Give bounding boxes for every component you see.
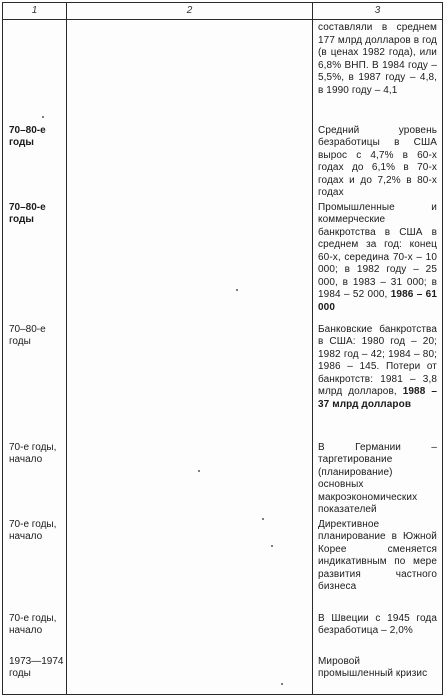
chronology-table xyxy=(2,2,443,695)
event-bold-text: 1986 – 61 000 xyxy=(318,289,438,313)
period-cell xyxy=(3,611,67,654)
period-text: 70-е годы, начало xyxy=(9,441,57,465)
scan-speck xyxy=(42,116,44,118)
event-text xyxy=(313,611,442,638)
blank-cell xyxy=(67,440,313,517)
event-cell xyxy=(313,654,443,695)
blank-cell xyxy=(67,322,313,440)
header-col-3: 3 xyxy=(313,3,443,20)
event-main-text: Мировой промышленный кризис xyxy=(318,655,428,679)
header-row xyxy=(3,3,443,20)
period-cell xyxy=(3,20,67,123)
blank-cell xyxy=(67,200,313,322)
period-text: 1973—1974 годы xyxy=(9,655,64,679)
event-text xyxy=(313,123,442,200)
event-main-text: В Германии – таргетирование (планирование) основных макроэкономических показателей xyxy=(318,441,437,515)
blank-cell xyxy=(67,611,313,654)
event-cell xyxy=(313,20,443,123)
scan-speck xyxy=(281,683,283,685)
event-main-text: Директивное планирование в Южной Корее сменяется индикативным по мере развития частного бизнеса xyxy=(318,518,437,592)
event-text xyxy=(313,440,442,517)
event-text xyxy=(313,654,442,681)
event-bold-text: 1988 – 37 млрд долларов xyxy=(318,386,438,410)
table-row xyxy=(3,322,443,440)
event-main-text: Банковские банкротства в США: 1980 год – 20; 1982 год – 42; 1984 – 80; 1986 – 145. Потери от банкротств: 1981 – 3,8 млрд долларов, xyxy=(318,323,437,397)
table-row xyxy=(3,440,443,517)
blank-cell xyxy=(67,123,313,200)
event-text xyxy=(313,20,442,97)
event-cell xyxy=(313,322,443,440)
event-text xyxy=(313,200,442,315)
event-text xyxy=(313,517,442,594)
period-text: 70-е годы, начало xyxy=(9,612,57,636)
period-text: 70–80-е годы xyxy=(9,323,46,347)
table-row xyxy=(3,200,443,322)
scan-speck xyxy=(271,545,273,547)
event-main-text: В Швеции с 1945 года безработица – 2,0% xyxy=(318,612,437,636)
scan-speck xyxy=(198,470,200,472)
period-text: 70–80-е годы xyxy=(9,124,46,148)
period-text xyxy=(3,20,66,22)
period-cell xyxy=(3,322,67,440)
table-row xyxy=(3,611,443,654)
blank-cell xyxy=(67,20,313,123)
event-cell xyxy=(313,611,443,654)
event-main-text: Промышленные и коммерческие банкротства в США в среднем за год: конец 60-х, середина 70-х – 10 000; в 1982 году – 25 000, в 1983 – 31 000; в 1984 – 52 000, xyxy=(318,201,437,300)
scan-speck xyxy=(262,518,264,520)
event-main-text: составляли в среднем 177 млрд долларов в год (в ценах 1982 года), или 6,8% ВНП. В 1984 году – 5,5%, в 1987 году – 4,8, в 1990 году – 4,1 xyxy=(318,22,437,96)
table-header xyxy=(3,3,443,20)
blank-cell xyxy=(67,654,313,695)
period-cell xyxy=(3,517,67,611)
table-row xyxy=(3,20,443,123)
header-col-2: 2 xyxy=(67,3,313,20)
event-cell xyxy=(313,440,443,517)
event-main-text: Средний уровень безработицы в США вырос с 4,7% в 60-х годах до 6,1% в 70-х годах и до 7,2% в 80-х годах xyxy=(318,124,437,198)
blank-cell xyxy=(67,517,313,611)
period-cell xyxy=(3,654,67,695)
period-text: 70-е годы, начало xyxy=(9,518,57,542)
event-cell xyxy=(313,123,443,200)
table-row xyxy=(3,517,443,611)
period-cell xyxy=(3,440,67,517)
period-cell xyxy=(3,200,67,322)
header-col-1: 1 xyxy=(3,3,67,20)
scan-speck xyxy=(236,289,238,291)
event-text xyxy=(313,322,442,412)
table-row xyxy=(3,654,443,695)
table-row xyxy=(3,123,443,200)
period-text: 70–80-е годы xyxy=(9,201,46,225)
event-cell xyxy=(313,200,443,322)
event-cell xyxy=(313,517,443,611)
period-cell xyxy=(3,123,67,200)
